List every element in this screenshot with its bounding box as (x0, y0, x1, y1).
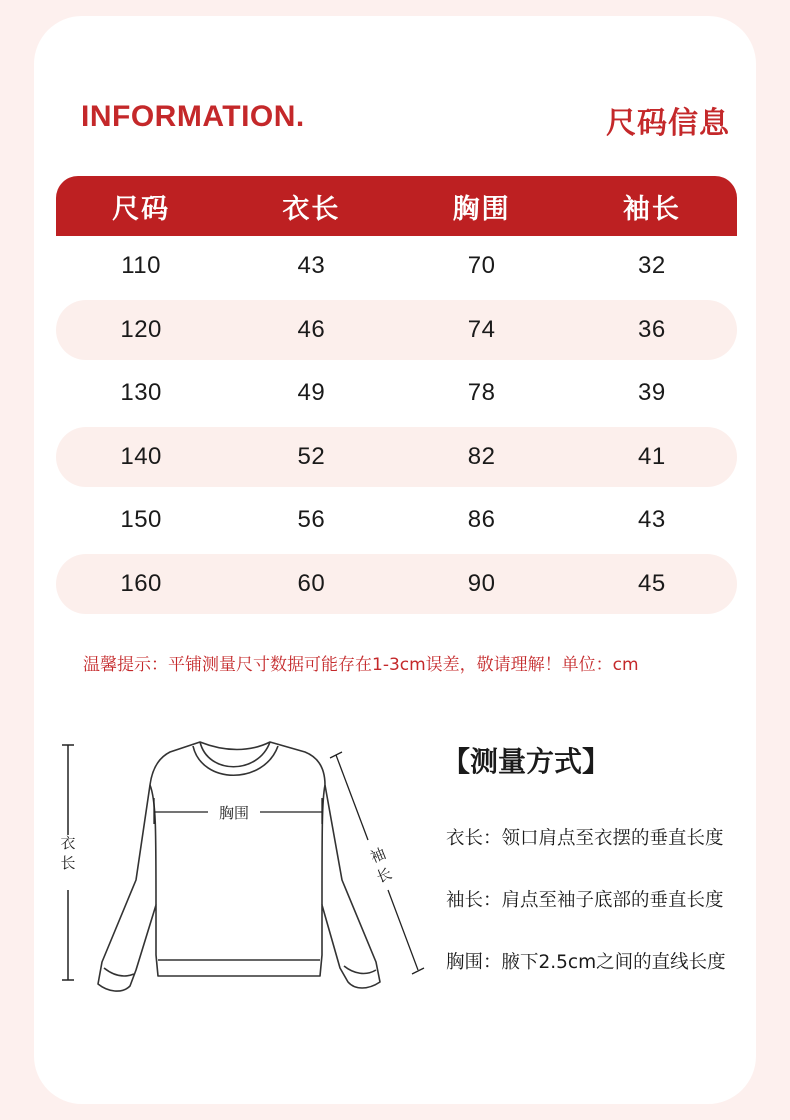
table-row (56, 427, 737, 487)
method-title: 【测量方式】 (442, 745, 611, 778)
table-cell: 78 (467, 379, 496, 407)
table-cell: 110 (121, 252, 161, 279)
table-row (56, 300, 737, 360)
method-line-chest: 胸围：腋下2.5cm之间的直线长度 (446, 952, 726, 973)
column-header-length: 衣长 (282, 193, 341, 225)
table-cell: 39 (638, 379, 666, 407)
table-cell: 140 (120, 442, 162, 470)
table-cell: 160 (120, 569, 162, 597)
length-label-char-2: 长 (60, 854, 76, 872)
sleeve-label-char-1: 袖 (367, 844, 389, 867)
table-cell: 49 (297, 379, 326, 407)
measurement-tip: 温馨提示：平铺测量尺寸数据可能存在1-3cm误差，敬请理解！单位：cm (83, 655, 639, 675)
chest-label: 胸围 (218, 804, 250, 822)
column-header-chest: 胸围 (452, 193, 511, 225)
table-row (56, 236, 737, 296)
sweatshirt-diagram (50, 730, 430, 1010)
table-cell: 150 (120, 506, 162, 534)
table-row (56, 490, 737, 550)
table-row (56, 554, 737, 614)
table-cell: 46 (297, 315, 326, 343)
column-header-sleeve: 袖长 (622, 193, 681, 225)
table-cell: 43 (638, 506, 666, 534)
table-row (56, 363, 737, 423)
table-cell: 45 (638, 569, 666, 597)
table-cell: 86 (467, 506, 496, 534)
table-cell: 120 (120, 315, 162, 343)
length-label-char-1: 衣 (60, 834, 76, 852)
table-cell: 82 (467, 442, 496, 470)
title-chinese: 尺码信息 (606, 106, 730, 141)
table-cell: 130 (120, 379, 162, 407)
table-cell: 90 (467, 569, 496, 597)
method-line-sleeve: 袖长：肩点至袖子底部的垂直长度 (446, 890, 724, 911)
table-cell: 60 (297, 569, 326, 597)
size-table-body (56, 236, 737, 618)
table-cell: 74 (467, 315, 496, 343)
table-cell: 32 (638, 252, 666, 279)
table-cell: 52 (297, 442, 326, 470)
table-cell: 43 (297, 252, 326, 279)
table-cell: 70 (467, 252, 496, 279)
table-cell: 36 (638, 315, 666, 343)
column-header-size: 尺码 (112, 193, 171, 225)
size-table-header (56, 176, 737, 236)
table-cell: 41 (638, 442, 666, 470)
title-english: INFORMATION. (81, 100, 305, 133)
sweatshirt-outline (98, 742, 380, 991)
method-line-length: 衣长：领口肩点至衣摆的垂直长度 (446, 828, 724, 849)
table-cell: 56 (297, 506, 326, 534)
sleeve-label-char-2: 长 (373, 864, 395, 887)
